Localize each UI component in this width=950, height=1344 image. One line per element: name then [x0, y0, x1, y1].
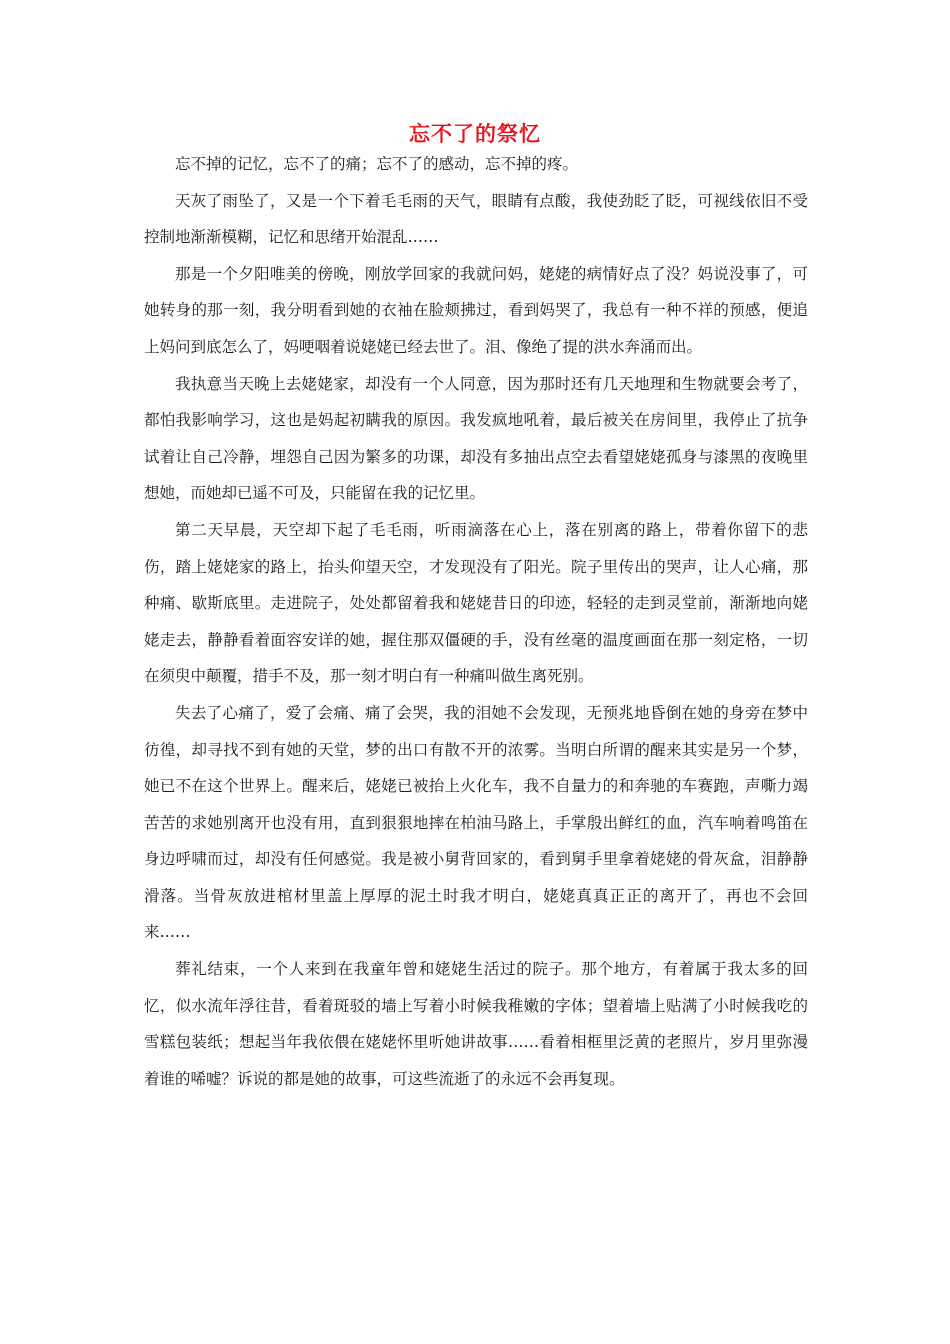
paragraph-6: 失去了心痛了，爱了会痛、痛了会哭，我的泪她不会发现，无预兆地昏倒在她的身旁在梦中彷徨，却寻找不到有她的天堂，梦的出口有散不开的浓雾。当明白所谓的醒来其实是另一个梦，她已不在这个世界上。醒来后，姥姥已被抬上火化车，我不自量力的和奔驰的车赛跑，声嘶力竭苦苦的求她别离开也没有用，直到狠狠地摔在柏油马路上，手掌殷出鲜红的血，汽车响着鸣笛在身边呼啸而过，却没有任何感觉。我是被小舅背回家的，看到舅手里拿着姥姥的骨灰盒，泪静静滑落。当骨灰放进棺材里盖上厚厚的泥土时我才明白，姥姥真真正正的离开了，再也不会回来…… — [144, 703, 808, 942]
paragraph-5: 第二天早晨，天空却下起了毛毛雨，听雨滴落在心上，落在别离的路上，带着你留下的悲伤，踏上姥姥家的路上，抬头仰望天空，才发现没有了阳光。院子里传出的哭声，让人心痛，那种痛、歇斯底里。走进院子，处处都留着我和姥姥昔日的印迹，轻轻的走到灵堂前，渐渐地向姥姥走去，静静看着面容安详的她，握住那双僵硬的手，没有丝毫的温度画面在那一刻定格，一切在须臾中颠覆，措手不及，那一刻才明白有一种痛叫做生离死别。 — [144, 520, 808, 686]
paragraph-1: 忘不掉的记忆，忘不了的痛；忘不了的感动，忘不掉的疼。 — [175, 155, 579, 173]
paragraph-2: 天灰了雨坠了，又是一个下着毛毛雨的天气，眼睛有点酸，我使劲眨了眨，可视线依旧不受控制地渐渐模糊，记忆和思绪开始混乱…… — [144, 191, 808, 247]
paragraph-4: 我执意当天晚上去姥姥家，却没有一个人同意，因为那时还有几天地理和生物就要会考了，都怕我影响学习，这也是妈起初瞒我的原因。我发疯地吼着，最后被关在房间里，我停止了抗争试着让自己冷静，埋怨自己因为繁多的功课，却没有多抽出点空去看望姥姥孤身与漆黑的夜晚里想她，而她却已遥不可及，只能留在我的记忆里。 — [144, 374, 808, 503]
article-body — [144, 146, 808, 1097]
paragraph-7: 葬礼结束，一个人来到在我童年曾和姥姥生活过的院子。那个地方，有着属于我太多的回忆，似水流年浮往昔，看着斑驳的墙上写着小时候我稚嫩的字体；望着墙上贴满了小时候我吃的雪糕包装纸；想起当年我依偎在姥姥怀里听她讲故事……看着相框里泛黄的老照片，岁月里弥漫着谁的唏嘘？诉说的都是她的故事，可这些流逝了的永远不会再复现。 — [144, 960, 808, 1088]
paragraph-3: 那是一个夕阳唯美的傍晚，刚放学回家的我就问妈，姥姥的病情好点了没？妈说没事了，可她转身的那一刻，我分明看到她的衣袖在脸颊拂过，看到妈哭了，我总有一种不祥的预感，便追上妈问到底怎么了，妈哽咽着说姥姥已经去世了。泪、像绝了提的洪水奔涌而出。 — [144, 264, 808, 356]
article-title: 忘不了的祭忆 — [409, 122, 541, 146]
